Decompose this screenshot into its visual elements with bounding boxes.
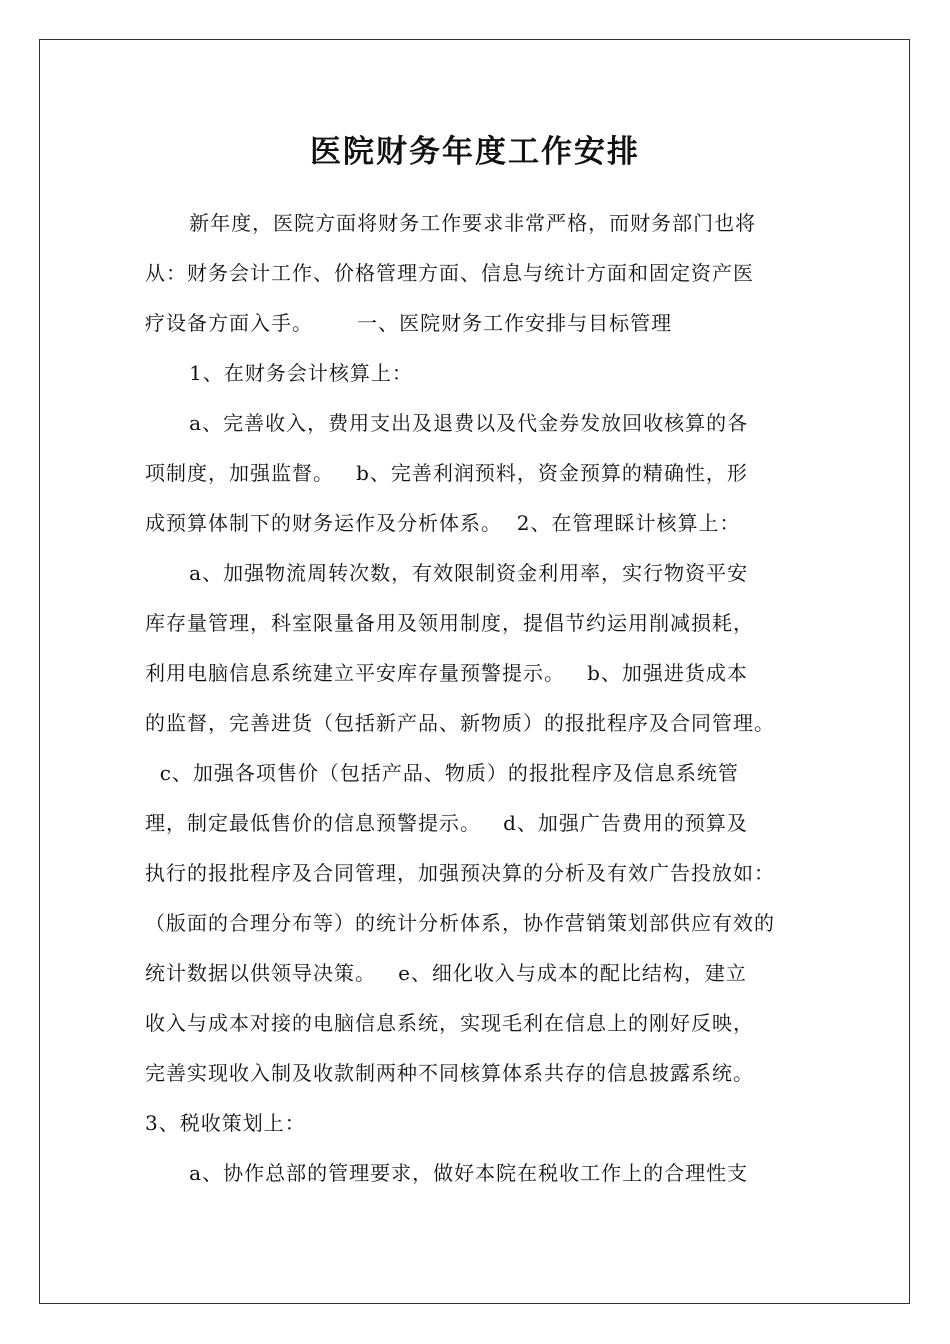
document-title: 医院财务年度工作安排 — [310, 134, 640, 170]
body-line: 统计数据以供领导决策。 e、细化收入与成本的配比结构，建立 — [145, 961, 747, 985]
body-line: 成预算体制下的财务运作及分析体系。 2、在管理睬计核算上： — [145, 511, 741, 535]
body-line: 利用电脑信息系统建立平安库存量预警提示。 b、加强进货成本 — [145, 661, 748, 685]
body-line: 新年度，医院方面将财务工作要求非常严格，而财务部门也将 — [145, 211, 757, 235]
body-line: 3、税收策划上： — [145, 1111, 306, 1135]
body-line: 从：财务会计工作、价格管理方面、信息与统计方面和固定资产医 — [145, 261, 754, 285]
body-line: a、协作总部的管理要求，做好本院在税收工作上的合理性支 — [145, 1161, 749, 1185]
body-line: 疗设备方面入手。 一、医院财务工作安排与目标管理 — [145, 311, 673, 335]
body-line: 执行的报批程序及合同管理，加强预决算的分析及有效广告投放如： — [145, 861, 775, 885]
body-line: c、加强各项售价（包括产品、物质）的报批程序及信息系统管 — [145, 761, 739, 785]
body-line: 库存量管理，科室限量备用及领用制度，提倡节约运用削减损耗， — [145, 611, 754, 635]
body-line: 的监督，完善进货（包括新产品、新物质）的报批程序及合同管理。 — [145, 711, 775, 735]
body-line: 完善实现收入制及收款制两种不同核算体系共存的信息披露系统。 — [145, 1061, 754, 1085]
body-line: a、加强物流周转次数，有效限制资金利用率，实行物资平安 — [145, 561, 749, 585]
body-line: （版面的合理分布等）的统计分析体系，协作营销策划部供应有效的 — [145, 911, 775, 935]
body-line: 理，制定最低售价的信息预警提示。 d、加强广告费用的预算及 — [145, 811, 748, 835]
body-line: 项制度，加强监督。 b、完善利润预料，资金预算的精确性，形 — [145, 461, 748, 485]
body-line: 1、在财务会计核算上： — [145, 361, 413, 385]
body-line: a、完善收入，费用支出及退费以及代金券发放回收核算的各 — [145, 411, 749, 435]
body-line: 收入与成本对接的电脑信息系统，实现毛利在信息上的刚好反映， — [145, 1011, 754, 1035]
